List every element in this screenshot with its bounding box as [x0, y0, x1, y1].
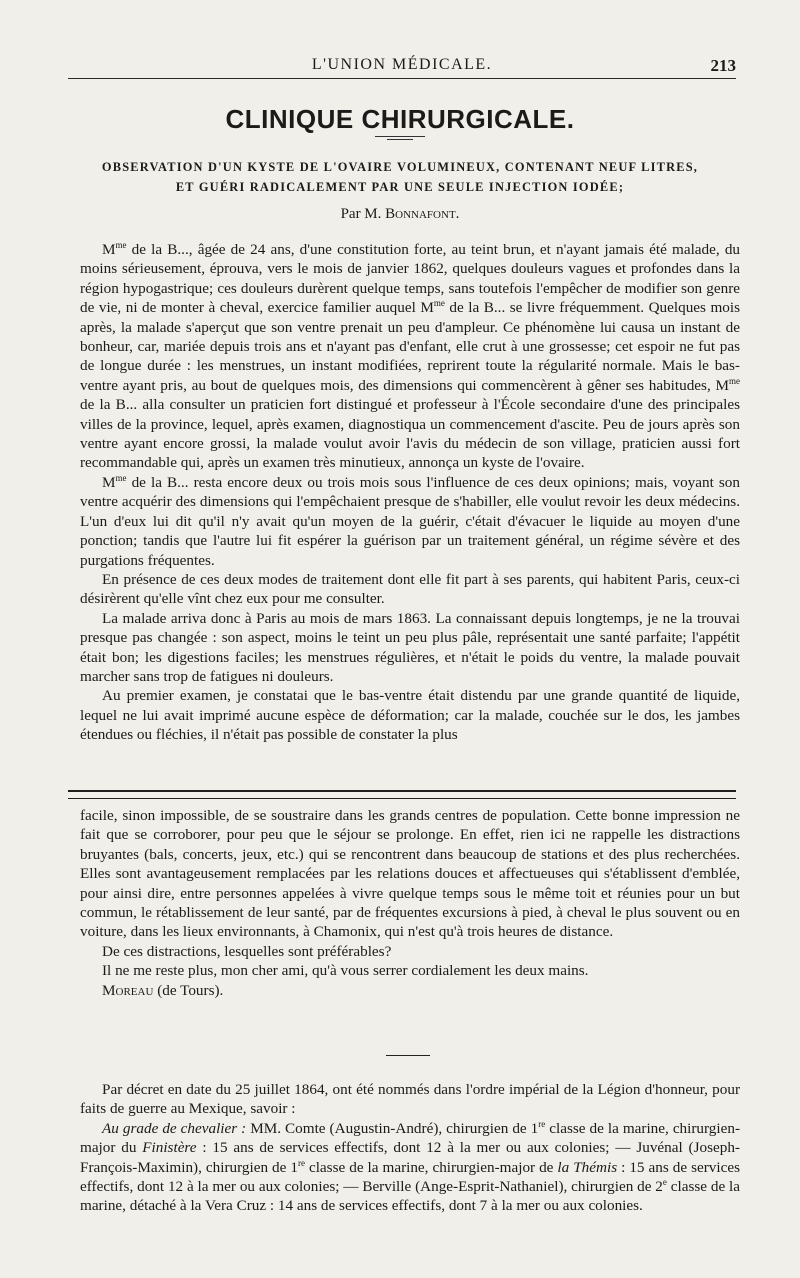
paragraph-text: de la B... resta encore deux ou trois mois sous l'influence de ces deux opinions; mais, voyant son ventre acquérir des dimensions qui l'empêchaient presque de s'habiller, elle voulut revoir les deux médecins. L'un d'eux lui dit qu'il n'y avait qu'un moyen de la guérir, c'était d'évacuer le liquide au moyen d'une ponction; tandis que l'autre lui fit espérer la guérison par un traitement général, un régime sévère et des purgations fréquentes.: [80, 473, 740, 569]
continued-paragraph-1: facile, sinon impossible, de se soustraire dans les grands centres de population. Cette bonne impression ne fait que se corroborer, pour peu que le séjour se prolonge. En effet, rien ici ne rappelle les distractions bruyantes (bals, concerts, jeux, etc.) qui se rencontrent dans beaucoup de stations et des plus recherchées. Elles sont avantageusement remplacées par les relations douces et affectueuses qui s'établissent d'emblée, pour ainsi dire, entre personnes appelées à vivre quelque temps sous le même toit et réunies pour un but commun, le rétablissement de leur santé, par de fréquentes excursions à pied, à cheval le plus souvent ou en voiture, dans les lieux environnants, à Chamonix, qui n'est qu'à trois heures de distance.: [80, 807, 740, 941]
superscript: re: [538, 1118, 546, 1129]
superscript: me: [433, 298, 445, 309]
decree-intro: Par décret en date du 25 juillet 1864, ont été nommés dans l'ordre impérial de la Légion d'honneur, pour faits de guerre au Mexique, savoir :: [80, 1081, 740, 1118]
continued-paragraph-2: De ces distractions, lesquelles sont préférables?: [102, 942, 392, 960]
decree-notice: [80, 1080, 740, 1216]
decree-list: [80, 1119, 740, 1216]
signature-rest: (de Tours).: [153, 981, 224, 999]
title-ornament: [375, 134, 425, 142]
article-paragraph-3: En présence de ces deux modes de traitement dont elle fit part à ses parents, qui habitent Paris, ceux-ci désirèrent qu'elle vînt chez eux pour me consulter.: [80, 570, 740, 608]
continued-article: [80, 806, 740, 1000]
decree-text: : 15 ans de services effectifs, dont 12 à la mer ou aux colonies; — Berville (Ange-Esprit-Nathaniel), chirurgien de 2: [80, 1158, 741, 1196]
article-paragraph-2: $M^{me}$ de la B... resta encore deux ou trois mois sous l'influence de ces deux opinions; mais, voyant son ventre acquérir des dimensions qui l'empêchaient presque de s'habiller, elle voulut revoir les deux médecins. L'un d'eux lui dit qu'il n'y avait qu'un moyen de la guérir, c'était d'évacuer le liquide au moyen d'une ponction; tandis que l'autre lui fit espérer la guérison par un traitement général, un régime sévère et des purgations fréquentes.: [80, 472, 740, 569]
observation-title-line1: OBSERVATION D'UN KYSTE DE L'OVAIRE VOLUMINEUX, CONTENANT NEUF LITRES,: [101, 160, 699, 174]
running-title: L'UNION MÉDICALE.: [311, 56, 493, 73]
byline-suffix: .: [455, 206, 460, 222]
superscript: me: [115, 239, 127, 250]
observation-title: [60, 157, 740, 197]
superscript: me: [115, 472, 127, 483]
byline-author: Bonnafont: [385, 206, 456, 222]
observation-title-line2: ET GUÉRI RADICALEMENT PAR UNE SEULE INJECTION IODÉE;: [175, 180, 625, 194]
paragraph-text: de la B... se livre fréquemment. Quelques mois après, la malade s'aperçut que son ventre prenait un peu d'ampleur. Ce phénomène lui causa un instant de bonheur, car, mariée depuis trois ans et n'ayant pas d'enfant, elle crut à une grossesse; cet espoir ne fut pas de longue durée : les menstrues, un instant modifiées, reprirent toute la régularité normale. Mais le bas-ventre ayant pris, au bout de quelques mois, des dimensions qui commencèrent à gêner ses habitudes, M: [80, 299, 741, 394]
grade-label: Au grade de chevalier :: [102, 1119, 247, 1137]
decree-text: classe de la marine, chirurgien-major du: [80, 1119, 741, 1157]
decree-text: classe de la marine, chirurgien-major de: [304, 1158, 558, 1176]
superscript: me: [729, 375, 740, 386]
feuilleton-separator: [68, 790, 736, 799]
paragraph-text: de la B..., âgée de 24 ans, d'une constitution forte, au teint brun, et n'ayant jamais été malade, du moins sérieusement, éprouva, vers le mois de janvier 1862, quelques douleurs vagues et profondes dans la région hypogastrique; ces douleurs durèrent quelque temps, sans toutefois l'empêcher de modifier son genre de vie, ni de monter à cheval, exercice familier auquel M: [80, 241, 741, 317]
ship-name: Finistère: [142, 1139, 197, 1157]
superscript: e: [662, 1176, 667, 1187]
running-header: [68, 52, 736, 79]
article-paragraph-1: $M^{me}$ de la B..., âgée de 24 ans, d'une constitution forte, au teint brun, et n'ayant jamais été malade, du moins sérieusement, éprouva, vers le mois de janvier 1862, quelques douleurs vagues et profondes dans la région hypogastrique; ces douleurs durèrent quelque temps, sans toutefois l'empêcher de modifier son genre de vie, ni de monter à cheval, exercice familier auquel $M^{me}$ de la B... se livre fréquemment. Quelques mois après, la malade s'aperçut que son ventre prenait un peu d'ampleur. Ce phénomène lui causa un instant de bonheur, car, mariée depuis trois ans et n'ayant pas d'enfant, elle crut à une grossesse; cet espoir ne fut pas de longue durée : les menstrues, un instant modifiées, reprirent toute la régularité normale. Mais le bas-ventre ayant pris, au bout de quelques mois, des dimensions qui commencèrent à gêner ses habitudes, $M^{me}$ de la B... alla consulter un praticien fort distingué et professeur à l'École secondaire d'une des principales villes de la province, lequel, après examen, diagnostiqua un commencement d'ascite. Peu de jours après son ventre ayant encore grossi, la malade voulut avoir l'avis du médecin de son village, praticien aussi fort recommandable qui, après un examen très minutieux, annonça un kyste de l'ovaire.: [80, 239, 741, 472]
article-paragraph-4: La malade arriva donc à Paris au mois de mars 1863. La connaissant depuis longtemps, je ne la trouvai presque pas changée : son aspect, moins le teint un peu plus pâle, représentait une santé parfaite; l'appétit était bon; les digestions faciles; les menstrues régulières, et n'était le poids du ventre, la malade pouvait marcher sans trop de fatigues ni douleurs.: [80, 609, 740, 685]
byline-prefix: Par M.: [340, 206, 386, 222]
article-body: [80, 240, 740, 745]
superscript: re: [297, 1157, 305, 1168]
decree-text: : 15 ans de services effectifs, dont 12 à la mer ou aux colonies; — Juvénal (Joseph-François-Maximin), chirurgien de 1: [80, 1139, 740, 1176]
continued-paragraph-3: Il ne me reste plus, mon cher ami, qu'à vous serrer cordialement les deux mains.: [102, 962, 589, 980]
ship-name: la Thémis: [557, 1158, 618, 1176]
paragraph-text: de la B... alla consulter un praticien fort distingué et professeur à l'École secondaire d'une des principales villes de la province, lequel, après examen, diagnostiqua un commencement d'ascite. Peu de jours après son ventre ayant encore grossi, la malade voulut avoir l'avis du médecin de son village, praticien aussi fort recommandable qui, après un examen très minutieux, annonça un kyste de l'ovaire.: [80, 396, 740, 472]
decree-text: MM. Comte (Augustin-André), chirurgien de 1: [246, 1119, 539, 1137]
section-title: CLINIQUE CHIRURGICALE.: [225, 104, 575, 134]
section-rule: [386, 1055, 430, 1056]
page-number: 213: [710, 56, 736, 75]
article-paragraph-5: Au premier examen, je constatai que le bas-ventre était distendu par une grande quantité de liquide, lequel ne lui avait imprimé aucune espèce de déformation; car la malade, couchée sur le dos, les jambes étendues ou fléchies, il n'était pas possible de constater la plus: [80, 687, 740, 744]
decree-text: classe de la marine, détaché à la Vera Cruz : 14 ans de services effectifs, dont 7 à la mer ou aux colonies.: [80, 1178, 740, 1215]
byline: [0, 206, 800, 223]
signature: [80, 981, 740, 1000]
signature-name: Moreau: [102, 981, 154, 999]
